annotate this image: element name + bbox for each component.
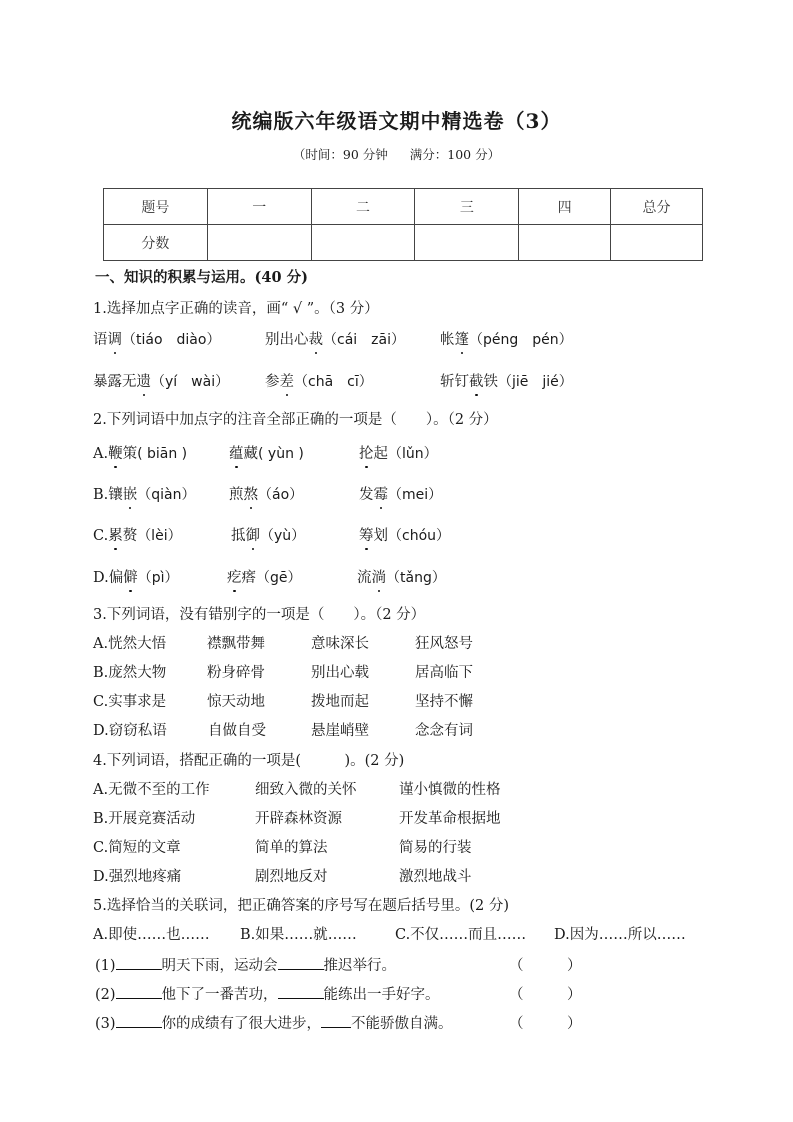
pinyin: （jiē jié） [498,374,573,390]
question-4-prompt: 4.下列词语，搭配正确的一项是( )。(2 分) [93,753,405,769]
question-1-prompt: 1.选择加点字正确的读音，画“ √ ”。（3 分） [93,301,379,317]
header-cell-2: 二 [311,189,415,225]
q2-option-a-item: 抡起（lǔn） [359,442,438,463]
q5-choice-a: A.即使……也…… [93,927,210,943]
pinyin: （tiáo diào） [122,332,221,348]
exam-time: （时间：90 分钟 [292,147,388,162]
q4-word: 开辟森林资源 [255,811,342,827]
q3-word: 自做自受 [208,723,266,739]
q4-option-a: A.无微不至的工作 [93,782,210,798]
q2-option-b-item: 煎熬（áo） [229,483,303,504]
emphasis-char: 疙 [227,566,242,587]
q4-option-b: B.开展竞赛活动 [93,811,196,827]
header-cell-3: 三 [415,189,519,225]
emphasis-char: 淌 [372,566,387,587]
score-row-label: 分数 [104,225,208,261]
q1-item: 语调（tiáo diào） [93,328,220,349]
q2-option-c-item: 抵御（yù） [231,524,305,545]
emphasis-char: 差 [280,370,295,391]
emphasis-char: 僻 [123,566,138,587]
q3-word: 居高临下 [415,665,473,681]
pinyin: （cái zāi） [323,332,405,348]
q1-item: 斩钉截铁（jiē jié） [440,370,573,391]
header-cell-label: 题号 [104,189,208,225]
q3-word: 悬崖峭壁 [311,723,369,739]
q2-option-b: B.镶嵌（qiàn） [93,483,196,504]
score-cell-3[interactable] [415,225,519,261]
q2-option-d-item: 流淌（tǎng） [357,566,446,587]
q4-word: 剧烈地反对 [255,869,328,885]
emphasis-char: 累 [108,524,123,545]
q3-word: 粉身碎骨 [207,665,265,681]
emphasis-char: 嵌 [123,483,138,504]
pinyin: （chā cī） [294,374,373,390]
emphasis-char: 篷 [455,328,470,349]
fill-blank[interactable] [278,984,324,999]
fill-blank[interactable] [321,1013,351,1028]
q4-word: 简单的算法 [255,840,328,856]
q1-item: 帐篷（péng pén） [440,328,573,349]
emphasis-char: 霉 [374,483,389,504]
exam-full-score: 满分：100 分） [409,147,501,162]
q3-word: 念念有词 [415,723,473,739]
answer-paren[interactable]: （ ） [509,987,582,1003]
emphasis-char: 抡 [359,442,374,463]
q3-word: 狂风怒号 [415,636,473,652]
emphasis-char: 截 [469,370,484,391]
pinyin: （yí wài） [151,374,230,390]
q4-word: 激烈地战斗 [399,869,472,885]
q3-word: 拨地而起 [311,694,369,710]
q3-word: 意味深长 [311,636,369,652]
q4-word: 开发革命根据地 [399,811,501,827]
question-2-prompt: 2.下列词语中加点字的注音全部正确的一项是（ ）。（2 分） [93,412,498,428]
emphasis-char: 蕴 [229,442,244,463]
score-cell-total[interactable] [611,225,703,261]
score-cell-2[interactable] [311,225,415,261]
q4-option-c: C.简短的文章 [93,840,181,856]
q3-word: 别出心载 [311,665,369,681]
q5-sentence-1: (1) 明天下雨，运动会 推迟举行。 [95,954,396,975]
q2-option-c: C.累赘（lèi） [93,524,182,545]
q2-option-c-item: 筹划（chóu） [359,524,450,545]
q3-option-a: A.恍然大悟 [93,636,167,652]
option-letter: A. [93,446,109,462]
fill-blank[interactable] [116,955,162,970]
q4-word: 谨小慎微的性格 [399,782,501,798]
score-cell-1[interactable] [207,225,311,261]
q2-option-b-item: 发霉（mei） [359,483,442,504]
score-table-score-row [104,225,703,261]
q5-choice-c: C.不仅……而且…… [395,927,527,943]
q4-word: 细致入微的关怀 [255,782,357,798]
emphasis-char: 裁 [309,328,324,349]
q1-item: 暴露无遗（yí wài） [93,370,229,391]
q1-item: 别出心裁（cái zāi） [265,328,405,349]
question-5-prompt: 5.选择恰当的关联词，把正确答案的序号写在题后括号里。(2 分) [93,898,509,914]
q5-sentence-3: (3) 你的成绩有了很大进步， 不能骄傲自满。 [95,1012,453,1033]
q5-sentence-2: (2) 他下了一番苦功， 能练出一手好字。 [95,983,440,1004]
q2-option-a: A.鞭策( biān ) [93,442,187,463]
header-cell-4: 四 [519,189,611,225]
pinyin: （péng pén） [469,332,573,348]
page-title: 统编版六年级语文期中精选卷（3） [231,109,562,133]
option-letter: B. [93,487,109,503]
fill-blank[interactable] [116,984,162,999]
option-letter: D. [93,570,109,586]
emphasis-char: 调 [108,328,123,349]
q2-option-d-item: 疙瘩（gē） [227,566,302,587]
fill-blank[interactable] [116,1013,162,1028]
header-cell-total: 总分 [611,189,703,225]
q2-option-a-item: 蕴藏( yùn ) [229,442,304,463]
q3-option-d: D.窃窃私语 [93,723,167,739]
q3-word: 襟飘带舞 [207,636,265,652]
option-letter: C. [93,528,109,544]
answer-paren[interactable]: （ ） [509,1016,582,1032]
emphasis-char: 遗 [137,370,152,391]
emphasis-char: 熬 [244,483,259,504]
q3-word: 坚持不懈 [415,694,473,710]
score-table-header-row [104,189,703,225]
q4-word: 简易的行装 [399,840,472,856]
fill-blank[interactable] [278,955,324,970]
header-cell-1: 一 [207,189,311,225]
emphasis-char: 御 [246,524,261,545]
q5-choice-d: D.因为……所以…… [554,927,686,943]
score-table [103,188,703,261]
question-3-prompt: 3.下列词语，没有错别字的一项是（ ）。（2 分） [93,607,426,623]
section-heading: 一、知识的积累与运用。(40 分) [95,269,308,286]
score-cell-4[interactable] [519,225,611,261]
q4-option-d: D.强烈地疼痛 [93,869,182,885]
exam-info [0,145,793,163]
q3-word: 惊天动地 [207,694,265,710]
emphasis-char: 筹 [359,524,374,545]
answer-paren[interactable]: （ ） [509,958,582,974]
q2-option-d: D.偏僻（pì） [93,566,179,587]
q3-option-c: C.实事求是 [93,694,167,710]
emphasis-char: 鞭 [108,442,123,463]
q1-item: 参差（chā cī） [265,370,373,391]
q3-option-b: B.庞然大物 [93,665,167,681]
q5-choice-b: B.如果……就…… [240,927,357,943]
